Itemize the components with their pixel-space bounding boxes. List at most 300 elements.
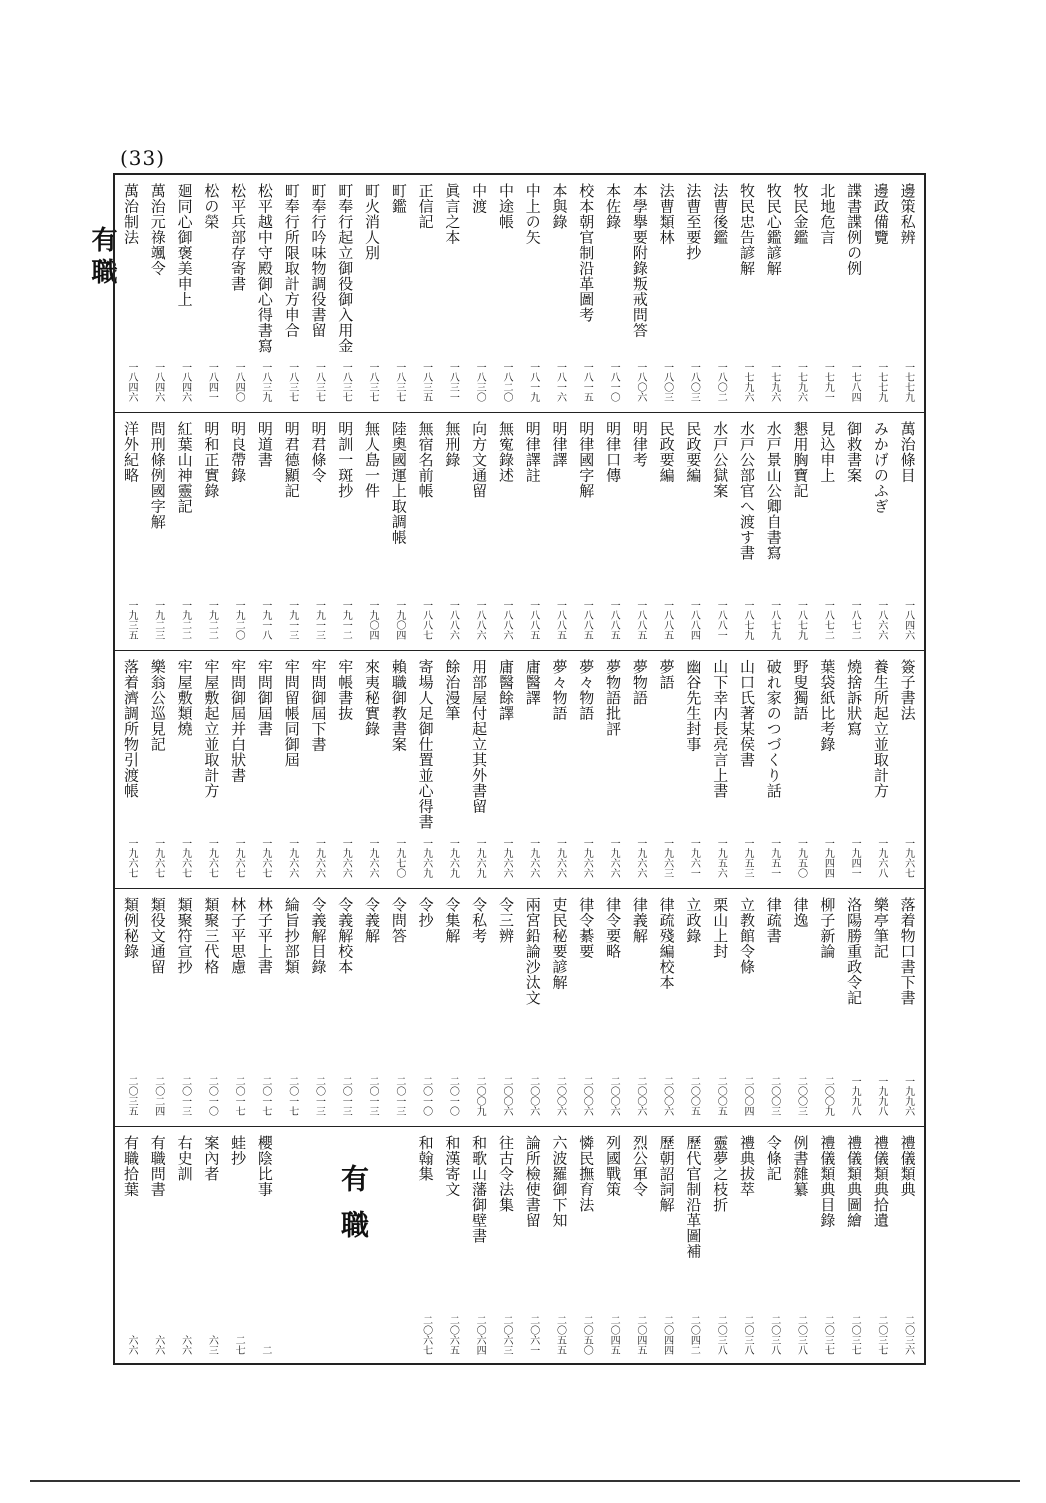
entry-page-number: 一九一三 <box>313 600 325 640</box>
entry-title: 往古令法集 <box>496 1135 515 1213</box>
entry-page-number: 一九一二 <box>340 600 352 640</box>
entry-page-number: 一九六六 <box>608 838 620 878</box>
entry-title: 幽谷先生封事 <box>684 659 703 752</box>
index-entry <box>119 1131 143 1361</box>
entry-page-number: 一八〇二 <box>715 362 727 402</box>
index-band-5 <box>115 1127 924 1365</box>
index-entry <box>681 417 705 646</box>
entry-page-number: 六六 <box>152 1335 164 1355</box>
entry-title: 令義解校本 <box>336 897 355 975</box>
entry-page-number: 一九六三 <box>661 838 673 878</box>
entry-page-number: 二〇四五 <box>634 1315 646 1355</box>
index-entry <box>360 655 384 884</box>
entry-page-number: 一九二三 <box>152 600 164 640</box>
entry-page-number: 一九五〇 <box>795 838 807 878</box>
entry-title: 明和正實錄 <box>202 421 221 499</box>
entry-title: 案內者 <box>202 1135 221 1182</box>
entry-title: 禮儀類典 <box>898 1135 917 1197</box>
index-frame <box>113 173 926 1365</box>
entry-title: 本與錄 <box>550 183 569 230</box>
entry-title: 類例秘錄 <box>122 897 140 959</box>
entry-page-number: 一八三五 <box>420 362 432 402</box>
entry-page-number: 二〇〇六 <box>634 1076 646 1116</box>
index-entry <box>280 893 304 1122</box>
entry-title: 向方文通留 <box>470 421 489 499</box>
entry-page-number: 一七九六 <box>795 362 807 402</box>
entry-page-number: 二〇六五 <box>447 1315 459 1355</box>
index-entry <box>735 655 759 884</box>
entry-page-number: 一九一八 <box>259 600 271 640</box>
entry-page-number: 一八三九 <box>259 362 271 402</box>
entry-title: 北地危言 <box>818 183 837 245</box>
entry-page-number: 一九四一 <box>849 838 861 878</box>
entry-title: 牧民金鑑 <box>791 183 810 245</box>
entry-page-number: 一九三五 <box>126 600 137 640</box>
index-entry <box>173 893 197 1122</box>
index-entry <box>360 893 384 1122</box>
index-entry <box>681 893 705 1122</box>
entry-title: 落着濟調所物引渡帳 <box>122 659 140 799</box>
entry-title: 庸醫譯 <box>523 659 542 706</box>
index-entry <box>226 417 250 646</box>
entry-page-number: 一九〇四 <box>393 600 405 640</box>
entry-page-number: 二〇〇四 <box>741 1076 753 1116</box>
entry-title: 養生所起立並取計方 <box>871 659 890 799</box>
index-entry <box>333 179 357 408</box>
index-entry <box>735 417 759 646</box>
entry-title: 立教館令條 <box>737 897 756 975</box>
entry-page-number: 一九六六 <box>581 838 593 878</box>
entry-page-number: 二〇三五 <box>126 1076 137 1116</box>
entry-title: 令義解 <box>363 897 382 944</box>
entry-page-number: 二〇〇三 <box>795 1076 807 1116</box>
entry-title: 山下幸内長亮言上書 <box>711 659 730 799</box>
index-entry <box>869 179 893 408</box>
entry-title: 夢語 <box>657 659 676 690</box>
entry-title: 明道書 <box>255 421 274 468</box>
entry-page-number: 二〇六三 <box>500 1315 512 1355</box>
index-entry <box>253 417 277 646</box>
index-entry <box>628 1131 652 1361</box>
index-entry <box>280 1131 304 1361</box>
index-entry <box>387 893 411 1122</box>
entry-page-number: 一八七二 <box>849 600 861 640</box>
entry-title: 明君德顯記 <box>282 421 301 499</box>
entry-title: 律疏殘編校本 <box>657 897 676 990</box>
index-entry <box>896 1131 920 1361</box>
entry-title: 明律譯註 <box>523 421 542 483</box>
entry-page-number: 六三 <box>206 1335 218 1355</box>
entry-page-number: 一八八六 <box>447 600 459 640</box>
entry-title: 陸奧國運上取調帳 <box>389 421 408 545</box>
entry-title: 例書雜纂 <box>791 1135 810 1197</box>
index-entry <box>789 179 813 408</box>
index-entry <box>521 179 545 408</box>
entry-page-number: 二〇三八 <box>795 1315 807 1355</box>
index-entry <box>494 655 518 884</box>
index-entry <box>119 893 143 1122</box>
entry-title: 律令要略 <box>604 897 623 959</box>
entry-page-number: 一九六九 <box>474 838 486 878</box>
entry-page-number: 二〇〇六 <box>581 1076 593 1116</box>
entry-page-number: 一九〇四 <box>367 600 379 640</box>
entry-title: 牢屋敷類燒 <box>175 659 194 737</box>
entry-title: 水戸景山公卿自書寫 <box>764 421 783 561</box>
entry-title: 右史訓 <box>175 1135 194 1182</box>
entry-title: 本佐錄 <box>604 183 623 230</box>
index-entry <box>494 1131 518 1361</box>
entry-title: 禮儀類典目錄 <box>818 1135 837 1228</box>
entry-page-number: 一九六六 <box>554 838 566 878</box>
entry-page-number: 二〇六七 <box>420 1315 432 1355</box>
entry-title: 夢々物語 <box>577 659 596 721</box>
entry-page-number: 一九一三 <box>286 600 298 640</box>
index-band-2 <box>115 413 924 651</box>
index-entry <box>896 893 920 1122</box>
index-entry <box>360 179 384 408</box>
entry-page-number: 二〇三七 <box>822 1315 834 1355</box>
entry-page-number: 二〇一七 <box>286 1076 298 1116</box>
index-entry <box>199 417 223 646</box>
index-entry <box>789 417 813 646</box>
entry-page-number: 一八七二 <box>822 600 834 640</box>
index-entry <box>869 893 893 1122</box>
entry-page-number: 一九五六 <box>715 838 727 878</box>
index-entry <box>601 893 625 1122</box>
entry-title: 萬治元祿颯令 <box>148 183 167 276</box>
index-entry <box>548 417 572 646</box>
index-entry <box>601 655 625 884</box>
index-entry <box>708 179 732 408</box>
index-entry <box>226 179 250 408</box>
entry-title: 令義解目錄 <box>309 897 328 975</box>
index-entry <box>762 655 786 884</box>
entry-page-number: 二〇一〇 <box>447 1076 459 1116</box>
entry-title: 問刑條例國字解 <box>148 421 167 530</box>
entry-title: 牧民心鑑諺解 <box>764 183 783 276</box>
entry-page-number: 二〇三八 <box>715 1315 727 1355</box>
entry-page-number: 一八三〇 <box>474 362 486 402</box>
entry-title: 禮儀類典圖繪 <box>845 1135 864 1228</box>
entry-title: 兩宮鉛論沙汰文 <box>523 897 542 1006</box>
entry-page-number: 一九二〇 <box>233 600 245 640</box>
index-entry <box>574 893 598 1122</box>
entry-page-number: 二〇五五 <box>554 1315 566 1355</box>
entry-page-number: 一九六六 <box>634 838 646 878</box>
entry-title: 夢物語批評 <box>604 659 623 737</box>
entry-title: 庸醫餘譯 <box>496 659 515 721</box>
entry-page-number: 二〇三八 <box>768 1315 780 1355</box>
entry-page-number: 一八四〇 <box>233 362 245 402</box>
entry-title: 夢々物語 <box>550 659 569 721</box>
index-entry <box>815 655 839 884</box>
index-entry <box>440 417 464 646</box>
entry-page-number: 一九九八 <box>875 1076 887 1116</box>
entry-page-number: 六六 <box>126 1335 137 1355</box>
index-entry <box>360 417 384 646</box>
index-entry <box>762 179 786 408</box>
entry-page-number: 二〇一七 <box>259 1076 271 1116</box>
index-entry <box>440 893 464 1122</box>
index-band-4 <box>115 889 924 1127</box>
entry-page-number: 一八四六 <box>126 362 137 402</box>
index-entry <box>387 179 411 408</box>
entry-title: 樂翁公巡見記 <box>148 659 167 752</box>
entry-page-number: 一八七九 <box>768 600 780 640</box>
entry-title: 禮典拔萃 <box>737 1135 756 1197</box>
index-entry <box>521 655 545 884</box>
index-entry <box>414 1131 438 1361</box>
entry-title: 六波羅御下知 <box>550 1135 569 1228</box>
index-entry <box>869 417 893 646</box>
entry-title: 牢問御屆書 <box>255 659 274 737</box>
entry-title: 山口氏著某侯書 <box>737 659 756 768</box>
entry-title: 無寃錄述 <box>496 421 515 483</box>
entry-title: 正信記 <box>416 183 435 230</box>
index-entry <box>467 179 491 408</box>
entry-title: 懇用胸寶記 <box>791 421 810 499</box>
entry-title: 用部屋付起立其外書留 <box>470 659 489 814</box>
entry-page-number: 一八八五 <box>634 600 646 640</box>
entry-title: 柳子新論 <box>818 897 837 959</box>
entry-title: 類聚三代格 <box>202 897 221 975</box>
entry-page-number: 二〇〇五 <box>688 1076 700 1116</box>
index-entry <box>708 417 732 646</box>
entry-title: 中上の矢 <box>523 183 542 245</box>
entry-title: 落着物口書下書 <box>898 897 917 1006</box>
entry-page-number: 二 <box>259 1345 271 1355</box>
entry-page-number: 一八八五 <box>581 600 593 640</box>
entry-page-number: 二七 <box>233 1335 245 1355</box>
entry-page-number: 一九六七 <box>206 838 218 878</box>
entry-page-number: 一八一六 <box>554 362 566 402</box>
entry-title: 歷代官制沿革圖補 <box>684 1135 703 1259</box>
entry-page-number: 二〇四五 <box>608 1315 620 1355</box>
entry-title: 櫻陰比事 <box>255 1135 274 1197</box>
entry-page-number: 一八八四 <box>688 600 700 640</box>
entry-title: 令私考 <box>470 897 489 944</box>
entry-title: 列國戰策 <box>604 1135 623 1197</box>
index-entry <box>387 655 411 884</box>
entry-page-number: 一九六六 <box>286 838 298 878</box>
page-number: (33) <box>120 146 166 170</box>
entry-page-number: 一九六一 <box>688 838 700 878</box>
index-entry <box>601 179 625 408</box>
index-entry <box>306 1131 330 1361</box>
entry-title: 邊政備覽 <box>871 183 890 245</box>
entry-title: 來夷秘實錄 <box>363 659 382 737</box>
index-entry <box>333 893 357 1122</box>
entry-page-number: 一八一九 <box>527 362 539 402</box>
entry-title: 律令綦要 <box>577 897 596 959</box>
index-entry <box>789 655 813 884</box>
entry-title: 禮儀類典拾遺 <box>871 1135 890 1228</box>
index-entry <box>199 179 223 408</box>
index-entry <box>146 655 170 884</box>
index-entry <box>173 179 197 408</box>
entry-title: 明君條令 <box>309 421 328 483</box>
entry-page-number: 二〇〇六 <box>527 1076 539 1116</box>
entry-title: 綸旨抄部類 <box>282 897 301 975</box>
index-entry <box>869 1131 893 1361</box>
entry-page-number: 一七八四 <box>849 362 861 402</box>
index-entry <box>842 179 866 408</box>
entry-title: 洛陽勝重政令記 <box>845 897 864 1006</box>
entry-title: 靈夢之枝折 <box>711 1135 730 1213</box>
index-entry <box>387 417 411 646</box>
entry-page-number: 一七九六 <box>768 362 780 402</box>
entry-title: 牢問御屆并白狀書 <box>229 659 248 783</box>
entry-title: 類聚符宣抄 <box>175 897 194 975</box>
index-entry <box>253 655 277 884</box>
entry-page-number: 二〇〇三 <box>768 1076 780 1116</box>
index-entry <box>655 417 679 646</box>
entry-page-number: 一八八五 <box>527 600 539 640</box>
entry-page-number: 二〇〇六 <box>661 1076 673 1116</box>
index-entry <box>306 655 330 884</box>
entry-title: 邊策私辨 <box>898 183 917 245</box>
entry-page-number: 一八六六 <box>875 600 887 640</box>
entry-page-number: 一九五三 <box>741 838 753 878</box>
entry-title: 松平兵部存寄書 <box>229 183 248 292</box>
index-entry <box>762 893 786 1122</box>
index-entry <box>548 179 572 408</box>
entry-title: 有職問書 <box>148 1135 167 1197</box>
index-entry <box>548 655 572 884</box>
entry-page-number: 二〇五〇 <box>581 1315 593 1355</box>
entry-title: 水戸公部官へ渡す書 <box>737 421 756 561</box>
index-entry <box>815 893 839 1122</box>
index-entry <box>896 655 920 884</box>
index-entry <box>119 179 143 408</box>
index-entry <box>655 655 679 884</box>
index-entry <box>574 1131 598 1361</box>
entry-title: 牢帳書抜 <box>336 659 355 721</box>
index-entry <box>708 1131 732 1361</box>
index-entry <box>467 893 491 1122</box>
index-entry <box>574 417 598 646</box>
index-entry <box>440 179 464 408</box>
index-entry <box>815 179 839 408</box>
index-entry <box>333 655 357 884</box>
index-entry <box>253 893 277 1122</box>
entry-page-number: 一九六七 <box>902 838 914 878</box>
entry-page-number: 一八三七 <box>340 362 352 402</box>
entry-page-number: 二〇一七 <box>233 1076 245 1116</box>
entry-page-number: 一九六九 <box>447 838 459 878</box>
index-band-3 <box>115 651 924 889</box>
index-entry <box>681 1131 705 1361</box>
index-entry <box>414 893 438 1122</box>
entry-page-number: 一八八五 <box>608 600 620 640</box>
index-entry <box>815 1131 839 1361</box>
index-entry <box>735 1131 759 1361</box>
entry-page-number: 一八八六 <box>474 600 486 640</box>
index-entry <box>494 893 518 1122</box>
entry-page-number: 一九四四 <box>822 838 834 878</box>
entry-title: 樂亭筆記 <box>871 897 890 959</box>
entry-page-number: 二〇〇九 <box>822 1076 834 1116</box>
entry-page-number: 二〇三七 <box>875 1315 887 1355</box>
entry-page-number: 一九六八 <box>875 838 887 878</box>
index-entry <box>628 179 652 408</box>
index-entry <box>280 179 304 408</box>
entry-page-number: 一九六七 <box>179 838 191 878</box>
entry-title: 水戸公獄案 <box>711 421 730 499</box>
entry-page-number: 二〇〇六 <box>554 1076 566 1116</box>
index-entry <box>521 893 545 1122</box>
entry-title: 有職拾葉 <box>122 1135 140 1197</box>
entry-page-number: 一九六六 <box>527 838 539 878</box>
entry-page-number: 一九六七 <box>152 838 164 878</box>
section-heading: 有職 <box>337 1164 370 1256</box>
entry-page-number: 一七七九 <box>902 362 914 402</box>
entry-page-number: 二〇〇六 <box>500 1076 512 1116</box>
index-entry <box>387 1131 411 1361</box>
index-entry <box>601 1131 625 1361</box>
entry-title: 律逸 <box>791 897 810 928</box>
entry-page-number: 二〇三八 <box>741 1315 753 1355</box>
footer-rule <box>30 1480 1020 1482</box>
entry-title: 和歌山藩御壁書 <box>470 1135 489 1244</box>
index-entry <box>333 417 357 646</box>
index-entry <box>574 655 598 884</box>
index-entry <box>628 417 652 646</box>
entry-title: 寄場人足御仕置並心得書 <box>416 659 435 830</box>
index-entry <box>173 1131 197 1361</box>
index-entry <box>226 893 250 1122</box>
index-entry <box>414 655 438 884</box>
entry-title: 牢屋敷起立並取計方 <box>202 659 221 799</box>
entry-page-number: 一九六六 <box>500 838 512 878</box>
entry-page-number: 二〇二四 <box>152 1076 164 1116</box>
entry-title: 燒捨訴狀寫 <box>845 659 864 737</box>
entry-page-number: 二〇四四 <box>661 1315 673 1355</box>
entry-title: 明良帶錄 <box>229 421 248 483</box>
index-entry <box>601 417 625 646</box>
entry-title: 律義解 <box>630 897 649 944</box>
entry-title: 和翰集 <box>416 1135 435 1182</box>
entry-page-number: 一八〇六 <box>634 362 646 402</box>
index-entry <box>762 417 786 646</box>
entry-title: 御救書案 <box>845 421 864 483</box>
entry-page-number: 六六 <box>179 1335 191 1355</box>
entry-page-number: 一七九六 <box>741 362 753 402</box>
entry-title: 松平越中守殿御心得書寫 <box>255 183 274 354</box>
entry-title: 明律國字解 <box>577 421 596 499</box>
entry-title: 紅葉山神靈記 <box>175 421 194 514</box>
entry-page-number: 二〇六四 <box>474 1315 486 1355</box>
entry-page-number: 一九六九 <box>420 838 432 878</box>
entry-title: 萬治條目 <box>898 421 917 483</box>
index-entry <box>414 179 438 408</box>
entry-title: 立政錄 <box>684 897 703 944</box>
entry-title: 松の榮 <box>202 183 221 230</box>
index-entry <box>628 655 652 884</box>
entry-page-number: 一八八一 <box>715 600 727 640</box>
entry-title: 烈公軍令 <box>630 1135 649 1197</box>
entry-page-number: 一八四一 <box>206 362 218 402</box>
entry-page-number: 一九六七 <box>233 838 245 878</box>
index-entry <box>280 417 304 646</box>
entry-title: 中途帳 <box>496 183 515 230</box>
index-entry <box>681 655 705 884</box>
index-entry <box>842 655 866 884</box>
entry-page-number: 一八四六 <box>179 362 191 402</box>
index-entry <box>708 893 732 1122</box>
side-label: 有職 <box>87 226 117 290</box>
entry-title: 町奉行吟味物調役書留 <box>309 183 328 338</box>
